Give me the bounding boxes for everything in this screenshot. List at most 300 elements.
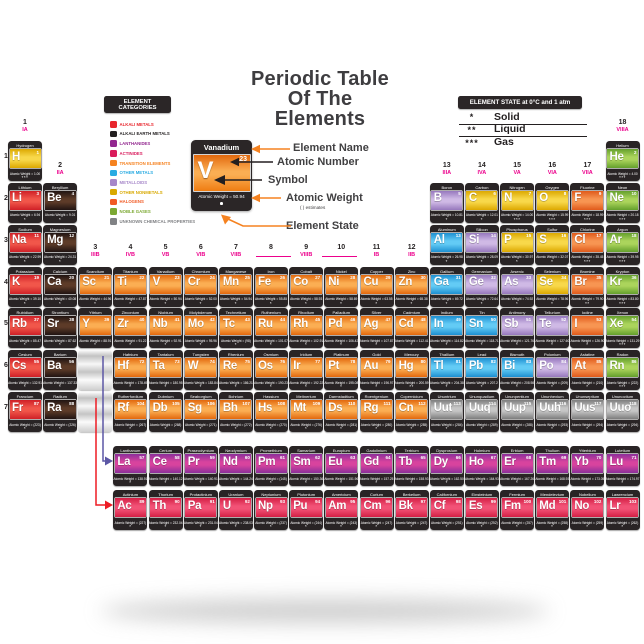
element-footer	[113, 339, 147, 347]
element-atomic-weight: Atomic Weight = 162.50	[429, 476, 464, 481]
element-body	[537, 275, 568, 294]
element-body	[396, 358, 427, 377]
element-symbol: W	[187, 359, 199, 372]
element-atomic-weight: Atomic Weight = 121.76	[500, 338, 535, 343]
element-atomic-weight: Atomic Weight = 192.22	[289, 380, 324, 385]
element-state: *	[164, 300, 167, 306]
element-state: *	[129, 524, 132, 529]
element-body	[220, 400, 251, 419]
element-footer	[219, 339, 253, 347]
element-body	[466, 454, 497, 473]
element-body	[537, 454, 568, 473]
element-symbol: Se	[539, 276, 553, 288]
legend-label-aem: ALKALI EARTH METALS	[119, 131, 170, 137]
group-number: 10	[337, 244, 346, 251]
element-footer	[535, 521, 569, 529]
element-cell-Sc	[78, 267, 112, 307]
element-name: Iodine	[581, 310, 593, 316]
element-name: Chromium	[191, 268, 211, 274]
element-state: *	[375, 480, 378, 485]
group-roman: IVB	[125, 252, 135, 258]
element-cell-Uut	[430, 392, 464, 432]
element-state: *	[234, 342, 238, 348]
period-label-5: 5	[4, 320, 8, 328]
element-symbol: Po	[539, 359, 554, 372]
group-number: 8	[269, 244, 273, 251]
element-atomic-weight: Atomic Weight = 54.94	[219, 297, 252, 301]
element-footer	[324, 423, 358, 431]
element-symbol: Gd	[363, 455, 379, 468]
group-number: 4	[128, 244, 133, 251]
legend-item-unk	[110, 218, 195, 225]
element-atomic-weight: Atomic Weight = 9.01	[44, 213, 76, 218]
element-state: *	[269, 480, 273, 485]
element-symbol: Li	[12, 192, 22, 205]
element-name: Thallium	[439, 352, 455, 358]
element-atomic-number: 18	[631, 233, 637, 239]
element-atomic-number: 73	[174, 358, 180, 364]
group-roman: IB	[373, 252, 380, 258]
element-symbol: Uuh	[539, 401, 561, 414]
element-atomic-number: 22	[139, 275, 145, 280]
element-footer	[465, 297, 499, 305]
element-name: Roentgenium	[364, 394, 389, 399]
element-cell-Pm	[254, 446, 288, 486]
element-atomic-number: 71	[631, 454, 637, 460]
element-cell-Te	[535, 308, 569, 348]
element-atomic-number: 25	[244, 275, 250, 280]
element-atomic-number: 77	[315, 358, 321, 364]
element-atomic-number: 62	[315, 454, 321, 460]
element-symbol: Ni	[328, 276, 340, 288]
element-footer	[606, 339, 640, 347]
element-symbol: Ce	[152, 455, 167, 468]
element-symbol: Cu	[363, 276, 379, 288]
element-atomic-number: 40	[139, 316, 145, 322]
element-atomic-number: 35	[596, 275, 602, 280]
element-atomic-weight: Atomic Weight = 140.12	[148, 476, 183, 481]
element-atomic-number: 56	[69, 358, 75, 364]
element-symbol: Mt	[293, 401, 306, 414]
element-symbol: La	[117, 455, 131, 468]
element-cell-Y	[78, 308, 112, 348]
element-atomic-weight: Atomic Weight = 151.96	[324, 476, 359, 481]
group-label-7	[219, 244, 253, 259]
element-symbol: In	[433, 317, 444, 330]
element-atomic-number: 10	[631, 191, 637, 197]
element-cell-Hf	[113, 350, 147, 390]
element-footer	[395, 381, 429, 389]
element-body	[431, 191, 462, 210]
element-name: Osmium	[263, 352, 279, 358]
element-name: Hassium	[263, 394, 279, 399]
element-cell-Xe	[606, 308, 640, 348]
element-atomic-weight: Atomic Weight = (272)	[220, 422, 252, 427]
period-label-1: 1	[4, 153, 8, 160]
element-name: Ununseptium	[575, 394, 600, 399]
element-atomic-weight: Atomic Weight = 40.08	[44, 297, 77, 301]
element-footer	[149, 297, 183, 305]
element-cell-Ne	[606, 183, 640, 223]
element-name: Yttrium	[88, 310, 102, 316]
element-atomic-weight: Atomic Weight = 79.90	[571, 297, 604, 301]
group-label-12	[395, 244, 429, 259]
element-atomic-number: 37	[33, 316, 39, 322]
callout-element-name-label: Element Name	[293, 142, 369, 154]
element-body	[502, 400, 533, 419]
element-atomic-number: 90	[174, 498, 180, 504]
element-atomic-number: 60	[244, 454, 250, 460]
element-state: *	[445, 426, 448, 431]
element-footer	[360, 423, 394, 431]
element-name: Radium	[53, 394, 67, 399]
group-roman: IIB	[408, 252, 416, 258]
element-symbol: Pd	[328, 317, 343, 330]
element-footer	[289, 381, 323, 389]
element-atomic-number: 3	[36, 191, 39, 197]
element-footer	[149, 423, 183, 431]
period-label-6: 6	[4, 362, 8, 370]
element-atomic-weight: Atomic Weight = 1.00	[9, 171, 41, 176]
element-atomic-weight: Atomic Weight = 132.91	[8, 380, 42, 385]
element-name: Antimony	[508, 310, 526, 316]
element-footer	[324, 381, 358, 389]
element-body	[466, 400, 497, 419]
element-state: *	[480, 480, 484, 485]
element-body	[361, 275, 392, 294]
element-name: Uranium	[228, 492, 244, 497]
legend-item-onm	[110, 189, 163, 196]
element-body	[607, 498, 638, 517]
state-symbol-liquid: **	[467, 124, 477, 135]
element-footer	[465, 521, 499, 529]
element-cell-Er	[500, 446, 534, 486]
element-atomic-weight: Atomic Weight = (226)	[44, 422, 76, 427]
element-state: *	[58, 300, 62, 306]
element-atomic-weight: Atomic Weight = 35.45	[571, 255, 604, 260]
element-atomic-weight: Atomic Weight = 140.91	[183, 476, 218, 481]
state-symbol-solid: *	[469, 112, 475, 122]
group-number: 1	[23, 119, 27, 126]
legend-swatch-act	[110, 150, 117, 157]
element-cell-Mo	[184, 308, 218, 348]
element-footer	[149, 477, 183, 485]
element-body	[10, 358, 41, 377]
element-footer	[430, 339, 464, 347]
element-atomic-number: 76	[279, 358, 285, 364]
element-atomic-number: 110	[348, 400, 356, 406]
element-symbol: Rb	[12, 317, 27, 330]
element-symbol: Ho	[468, 455, 484, 468]
element-body	[572, 233, 603, 252]
title-line-1: Periodic Table	[250, 68, 390, 90]
element-symbol: Ca	[47, 276, 62, 288]
element-atomic-number: 95	[350, 498, 356, 504]
element-cell-Dy	[430, 446, 464, 486]
element-body	[572, 400, 603, 419]
element-state: *	[551, 300, 554, 306]
period-label-3: 3	[4, 236, 8, 244]
legend-label-tr: TRANSITION ELEMENTS	[119, 160, 171, 166]
element-atomic-weight: Atomic Weight = (259)	[571, 520, 604, 525]
group-label-10	[324, 244, 358, 252]
element-symbol: Ge	[468, 276, 484, 288]
element-state: ***	[619, 384, 626, 390]
element-cell-Se	[535, 267, 569, 307]
element-cell-Pu	[289, 490, 323, 530]
element-state: *	[23, 258, 27, 264]
element-cell-V	[149, 267, 183, 307]
element-cell-Zn	[395, 267, 429, 307]
element-name: Ununoctium	[611, 394, 634, 399]
element-body	[10, 149, 41, 168]
element-atomic-number: 86	[631, 358, 637, 364]
element-name: Thulium	[545, 448, 560, 453]
element-symbol: He	[609, 150, 624, 163]
element-cell-Cd	[395, 308, 429, 348]
element-state: *	[551, 426, 554, 431]
element-cell-Db	[149, 392, 183, 432]
element-footer	[606, 381, 640, 389]
element-atomic-number: 55	[33, 358, 39, 364]
element-footer	[43, 339, 77, 347]
element-footer	[500, 339, 534, 347]
element-body	[326, 400, 357, 419]
element-symbol: Ra	[47, 401, 62, 414]
element-name: Tantalum	[157, 352, 174, 358]
element-atomic-weight: Atomic Weight = 95.96	[184, 338, 217, 343]
element-footer	[465, 339, 499, 347]
element-cell-Fe	[254, 267, 288, 307]
element-state: ***	[548, 216, 556, 222]
element-name: Mercury	[404, 352, 419, 358]
element-cell-Pt	[324, 350, 358, 390]
element-name: Cobalt	[300, 268, 312, 274]
element-symbol: Ac	[117, 499, 132, 512]
legend-item-ng	[110, 208, 151, 215]
element-cell-Cm	[360, 490, 394, 530]
element-footer	[535, 477, 569, 485]
element-body	[185, 454, 216, 473]
group-roman: IA	[22, 127, 28, 133]
element-name: Tellurium	[544, 310, 561, 316]
element-atomic-number: 70	[596, 454, 602, 460]
group-label-6	[184, 244, 218, 259]
legend-swatch-hal	[110, 199, 117, 206]
element-footer	[570, 213, 604, 221]
element-atomic-weight: Atomic Weight = 74.92	[501, 297, 534, 301]
element-name: Helium	[616, 143, 629, 148]
element-name: Sulfur	[547, 226, 558, 232]
legend-label-am: ALKALI METALS	[119, 121, 154, 127]
element-state: **	[409, 384, 414, 390]
element-cell-Ta	[149, 350, 183, 390]
element-body	[572, 316, 603, 335]
element-footer	[8, 423, 42, 431]
element-atomic-number: 68	[526, 454, 532, 460]
legend-label-ng: NOBLE GASES	[119, 209, 151, 215]
element-atomic-weight: Atomic Weight = 69.72	[430, 297, 463, 301]
element-body	[361, 358, 392, 377]
element-symbol: Am	[328, 499, 347, 512]
element-state: *	[480, 524, 484, 529]
element-state: *	[58, 216, 62, 222]
element-atomic-number: 24	[209, 275, 215, 280]
element-cell-Bi	[500, 350, 534, 390]
element-name: Platinum	[333, 352, 350, 358]
element-footer	[78, 339, 112, 347]
element-name: Scandium	[86, 268, 105, 274]
element-atomic-number: 41	[174, 316, 180, 322]
element-atomic-number: 5	[458, 191, 461, 197]
element-state: *	[480, 300, 484, 306]
group-number: 2	[58, 162, 63, 169]
element-state: *	[551, 342, 554, 348]
element-symbol: Mg	[47, 234, 64, 247]
element-state: *	[305, 524, 308, 529]
element-name: Indium	[440, 310, 453, 316]
element-atomic-number: 107	[242, 400, 250, 406]
element-state: **	[585, 300, 590, 306]
element-atomic-weight: Atomic Weight = 157.25	[359, 476, 394, 481]
element-footer	[606, 297, 640, 305]
element-atomic-weight: Atomic Weight = (210)	[571, 380, 604, 385]
element-cell-Li	[8, 183, 42, 223]
element-state: *	[199, 300, 202, 306]
element-state: *	[621, 426, 624, 431]
element-atomic-weight: Atomic Weight = (98)	[220, 338, 251, 343]
element-atomic-number: 115	[523, 400, 532, 406]
element-footer	[219, 297, 253, 305]
element-body	[10, 233, 41, 252]
element-atomic-number: 50	[490, 316, 496, 322]
group-roman: VIIIA	[616, 127, 629, 133]
element-cell-Pb	[465, 350, 499, 390]
element-body	[431, 358, 462, 377]
element-atomic-number: 87	[33, 400, 39, 406]
element-symbol: Tl	[433, 359, 444, 372]
element-atomic-weight: Atomic Weight = 107.87	[359, 338, 394, 343]
legend-swatch-tr	[110, 160, 117, 167]
element-atomic-number: 17	[596, 233, 602, 239]
element-atomic-weight: Atomic Weight = 183.84	[183, 380, 218, 385]
element-name: Nobelium	[578, 492, 596, 497]
element-name: Bohrium	[228, 394, 244, 399]
element-body	[10, 191, 41, 210]
element-footer	[535, 339, 569, 347]
element-name: Sodium	[18, 226, 32, 232]
element-atomic-weight: Atomic Weight = 30.97	[501, 255, 534, 260]
element-state: *	[375, 384, 378, 390]
element-state: *	[551, 384, 554, 390]
element-name: Plutonium	[297, 492, 316, 497]
element-body	[256, 358, 287, 377]
element-footer	[430, 213, 464, 221]
element-symbol: Al	[433, 234, 445, 247]
element-state: *	[129, 384, 132, 390]
element-body	[115, 498, 146, 517]
group-label-3	[78, 244, 112, 259]
callout-atomic-weight-label: Atomic Weight	[286, 192, 363, 204]
element-name: Holmium	[474, 448, 490, 453]
legend-swatch-aem	[110, 131, 117, 138]
element-cell-Uup	[500, 392, 534, 432]
element-atomic-number: 34	[561, 275, 567, 280]
element-cell-La	[113, 446, 147, 486]
element-footer	[465, 213, 499, 221]
element-symbol: No	[574, 499, 590, 512]
element-symbol: Zn	[398, 276, 413, 288]
element-name: Copernicium	[400, 394, 423, 399]
element-name: Fermium	[509, 492, 525, 497]
element-state: ***	[619, 258, 626, 264]
element-atomic-weight: Atomic Weight = (223)	[9, 422, 41, 427]
element-atomic-number: 91	[209, 498, 215, 504]
element-state: *	[58, 426, 62, 431]
group-label-11	[360, 244, 394, 259]
element-atomic-weight: Atomic Weight = (247)	[395, 520, 428, 525]
element-footer	[465, 255, 499, 263]
element-name: Chlorine	[579, 226, 595, 232]
element-body	[361, 400, 392, 419]
title-line-3: Elements	[274, 108, 366, 130]
element-cell-In	[430, 308, 464, 348]
element-symbol: Np	[258, 499, 273, 512]
element-atomic-weight: Atomic Weight = 174.97	[605, 476, 640, 481]
group-number: 15	[513, 162, 521, 169]
element-footer	[324, 339, 358, 347]
element-symbol: I	[574, 317, 578, 330]
element-name: Bromine	[579, 268, 595, 274]
element-footer	[43, 213, 77, 221]
element-cell-Au	[360, 350, 394, 390]
element-atomic-number: 45	[315, 316, 321, 322]
group-roman: IIIB	[91, 252, 100, 258]
element-footer	[149, 381, 183, 389]
element-name: Beryllium	[51, 184, 69, 190]
element-name: Argon	[617, 226, 628, 232]
element-cell-Am	[324, 490, 358, 530]
element-footer	[606, 423, 640, 431]
element-name: Ununquadium	[469, 394, 495, 399]
element-body	[361, 498, 392, 517]
element-name: Ununhexium	[541, 394, 564, 399]
element-atomic-number: 54	[631, 316, 637, 322]
legend-item-lan	[110, 140, 150, 147]
element-state: *	[480, 342, 484, 348]
element-atomic-number: 108	[277, 400, 285, 406]
element-state: *	[234, 480, 238, 485]
element-symbol: P	[504, 234, 512, 247]
element-symbol: Au	[363, 359, 379, 372]
element-state: *	[199, 524, 202, 529]
element-footer	[606, 172, 640, 180]
element-state: *	[515, 480, 519, 485]
element-body	[572, 454, 603, 473]
element-symbol: Uut	[433, 401, 453, 414]
group-number: 3	[93, 244, 98, 251]
element-name: Niobium	[158, 310, 173, 316]
element-atomic-weight: Atomic Weight = (284)	[431, 422, 463, 427]
element-body	[396, 400, 427, 419]
element-name: Dubnium	[157, 394, 174, 399]
element-name: Copper	[369, 268, 384, 274]
element-cell-Sr	[43, 308, 77, 348]
element-cell-Sg	[184, 392, 218, 432]
element-footer	[324, 521, 358, 529]
element-body	[607, 233, 638, 252]
element-cell-Cn	[395, 392, 429, 432]
